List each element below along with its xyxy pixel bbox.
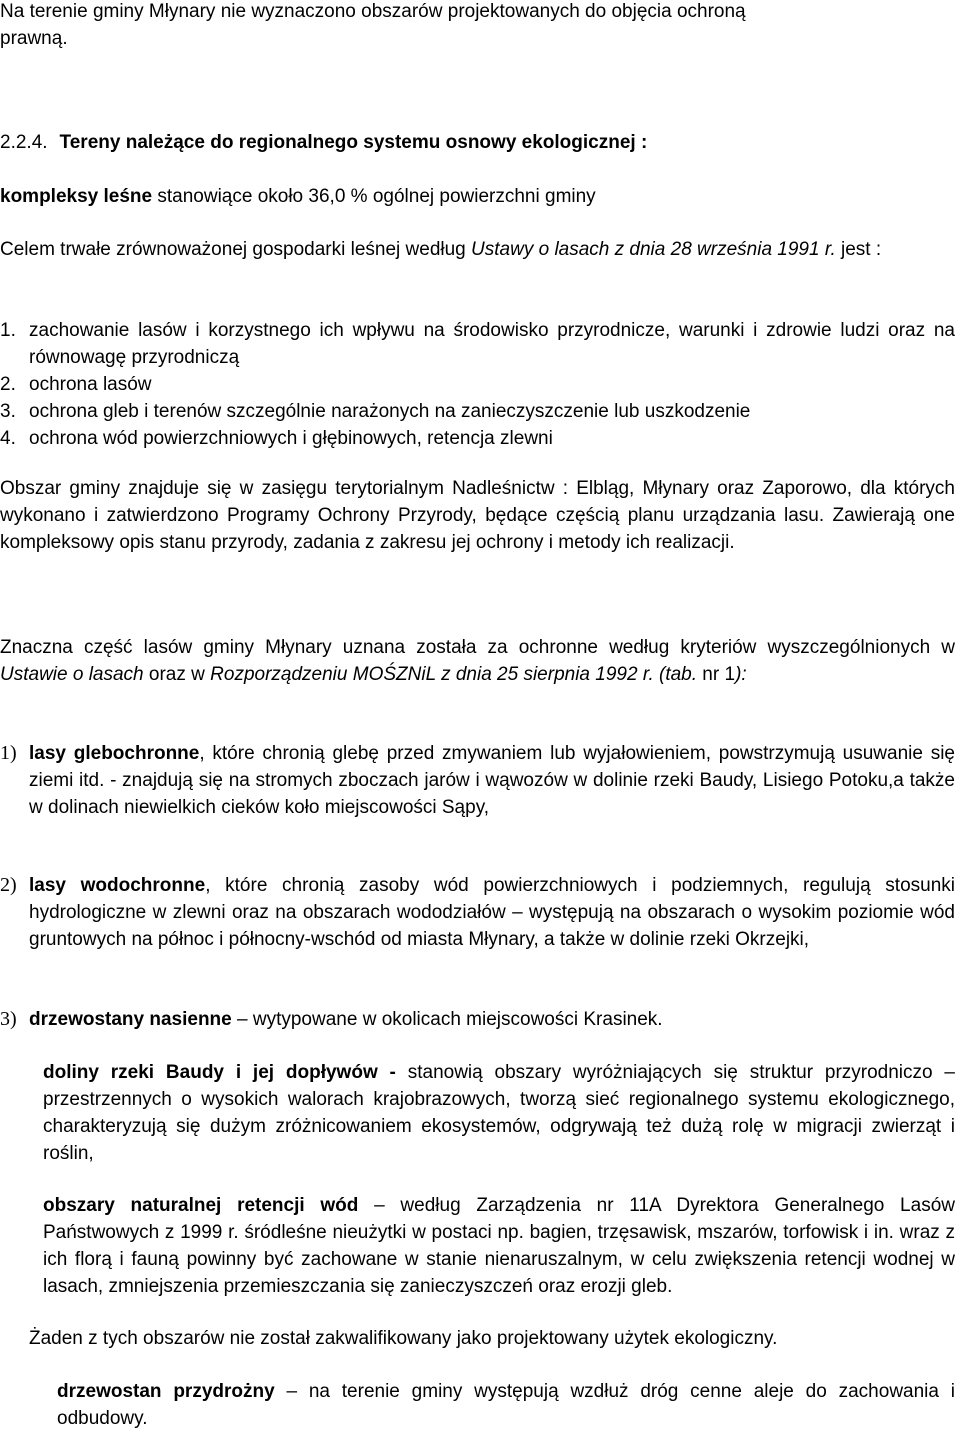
list-item: [0, 371, 955, 398]
river-valleys-text: stanowią obszary wyróżniających się struktur przyrodniczo – przestrzennych o wysokich walorach krajobrazowych, tworzą sieć regionalnego systemu ekologicznego, charakteryzują się dużym zróżnicowaniem ekosystemów, odgrywają też dużą rolę w migracji zwierząt i roślin,: [43, 1062, 955, 1164]
forest-type-name: lasy wodochronne: [29, 875, 206, 896]
list-item-number: 3.: [0, 401, 16, 422]
forest-type-name: lasy glebochronne: [29, 743, 200, 764]
forest-type-description: , które chronią zasoby wód powierzchniowych i podziemnych, regulują stosunki hydrologiczne w zlewni oraz na obszarach wododziałów – występują na obszarach o wysokim poziomie wód gruntowych na północ i północny-wschód od miasta Młynary, a także w dolinie rzeki Okrzejki,: [29, 875, 955, 950]
list-item-number: 2): [0, 874, 17, 896]
roadside-stand-paragraph: [57, 1378, 955, 1432]
ecological-use-note: Żaden z tych obszarów nie został zakwalifikowany jako projektowany użytek ekologiczny.: [29, 1328, 778, 1349]
list-item-text: ochrona wód powierzchniowych i głębinowych, retencja zlewni: [29, 428, 553, 449]
river-valleys-paragraph: [43, 1059, 955, 1167]
paragraph-text: oraz w: [143, 664, 211, 685]
goal-text-end: jest :: [835, 239, 882, 260]
list-item-number: 3): [0, 1008, 17, 1030]
list-item-number: 2.: [0, 374, 16, 395]
section-title: Tereny należące do regionalnego systemu osnowy ekologicznej :: [59, 132, 648, 153]
list-item-text: [29, 740, 955, 821]
water-retention-paragraph: [43, 1192, 955, 1300]
forest-type-item: [0, 1006, 955, 1033]
forest-type-item: [0, 872, 955, 953]
list-item: [0, 317, 955, 371]
goal-text: Celem trwałe zrównoważonej gospodarki leśnej według: [0, 239, 472, 260]
protective-forests-paragraph: [0, 634, 955, 688]
regulation-reference: Rozporządzeniu MOŚZNiL z dnia 25 sierpnia 1992 r. (tab.: [210, 664, 698, 685]
list-item-text: zachowanie lasów i korzystnego ich wpływu na środowisko przyrodnicze, warunki i zdrowie ludzi oraz na równowagę przyrodniczą: [29, 320, 955, 368]
roadside-stand-text: – na terenie gminy występują wzdłuż dróg cenne aleje do zachowania i odbudowy.: [57, 1381, 955, 1429]
list-item-number: 1.: [0, 320, 16, 341]
water-retention-label: obszary naturalnej retencji wód: [43, 1195, 359, 1216]
table-number: nr 1: [697, 664, 736, 685]
paragraph-text-end: ):: [735, 664, 747, 685]
paragraph-text: Znaczna część lasów gminy Młynary uznana została za ochronne według kryteriów wyszczególnionych w: [0, 637, 955, 658]
list-item-text: [29, 1006, 955, 1033]
act-reference: Ustawie o lasach: [0, 664, 144, 685]
goals-list: [0, 317, 955, 452]
forest-type-description: , które chronią glebę przed zmywaniem lub wyjałowieniem, powstrzymują usuwanie się ziemi itd. - znajdują się na stromych zboczach jarów i wąwozów w dolinie rzeki Baudy, Lisiego Potoku,a także w dolinach niewielkich cieków koło miejscowości Sąpy,: [29, 743, 955, 818]
goal-act-reference: Ustawy o lasach z dnia 28 września 1991 r.: [471, 239, 836, 260]
list-item: [0, 398, 955, 425]
forest-districts-paragraph: Obszar gminy znajduje się w zasięgu terytorialnym Nadleśnictw : Elbląg, Młynary oraz Zaporowo, dla których wykonano i zatwierdzono Programy Ochrony Przyrody, będące częścią planu urządzania lasu. Zawierają one kompleksowy opis stanu przyrody, zadania z zakresu jej ochrony i metody ich realizacji.: [0, 478, 955, 553]
list-item-number: 4.: [0, 428, 16, 449]
intro-line-1: Na terenie gminy Młynary nie wyznaczono obszarów projektowanych do objęcia ochroną: [0, 1, 746, 22]
forest-type-item: [0, 740, 955, 821]
forest-complex-line: [0, 183, 955, 210]
section-heading: [0, 129, 955, 156]
goal-paragraph: [0, 236, 955, 263]
intro-line-2: prawną.: [0, 28, 68, 49]
list-item: [0, 425, 955, 452]
list-item-text: [29, 872, 955, 953]
list-item-text: ochrona gleb i terenów szczególnie narażonych na zanieczyszczenie lub uszkodzenie: [29, 401, 751, 422]
forest-type-description: – wytypowane w okolicach miejscowości Krasinek.: [231, 1009, 663, 1030]
river-valleys-label: doliny rzeki Baudy i jej dopływów -: [43, 1062, 396, 1083]
list-item-text: ochrona lasów: [29, 374, 152, 395]
forest-complex-label: kompleksy leśne: [0, 186, 153, 207]
section-number: 2.2.4.: [0, 132, 48, 153]
forest-complex-text: stanowiące około 36,0 % ogólnej powierzchni gminy: [152, 186, 596, 207]
list-item-number: 1): [0, 742, 17, 764]
water-retention-text: – według Zarządzenia nr 11A Dyrektora Generalnego Lasów Państwowych z 1999 r. śródleśne nieużytki w postaci np. bagien, trzęsawisk, mszarów, torfowisk i in. wraz z ich florą i fauną powinny być zachowane w stanie nienaruszalnym, w celu zwiększenia retencji wodnej w lasach, zmniejszenia przemieszczania się zanieczyszczeń oraz erozji gleb.: [43, 1195, 955, 1297]
intro-paragraph: [0, 0, 955, 52]
forest-type-name: drzewostany nasienne: [29, 1009, 232, 1030]
roadside-stand-label: drzewostan przydrożny: [57, 1381, 275, 1402]
